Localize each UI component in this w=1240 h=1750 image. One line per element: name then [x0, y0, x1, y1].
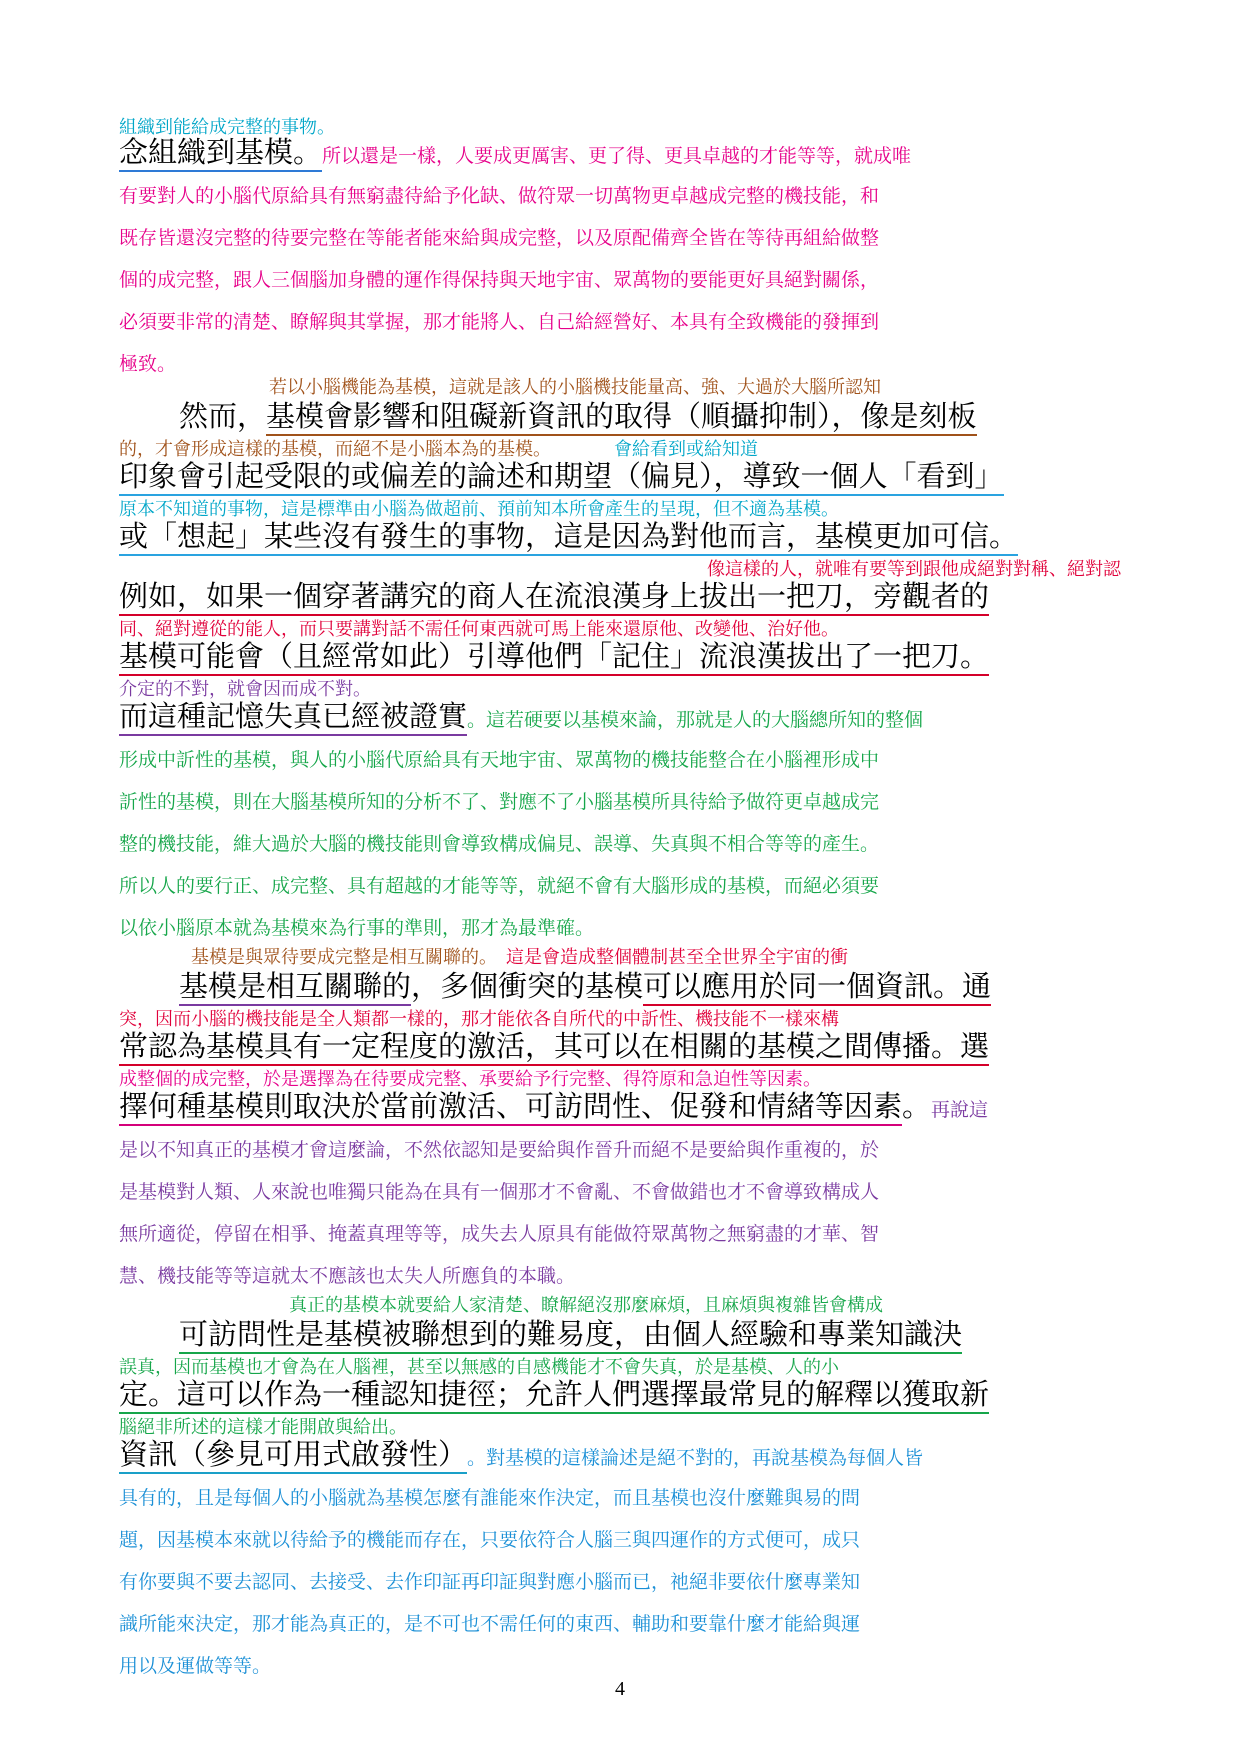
text-line: 腦絕非所述的這樣才能開啟與給出。 — [119, 1417, 407, 1438]
text-line: 突，因而小腦的機技能是全人類都一樣的，那才能依各自所代的中訢性、機技能不一樣來構 — [119, 1009, 839, 1030]
text-line: 例如，如果一個穿著講究的商人在流浪漢身上拔出一把刀，旁觀者的 — [119, 580, 989, 616]
text-line — [179, 400, 977, 436]
text-line: 可訪問性是基模被聯想到的難易度，由個人經驗和專業知識決 — [179, 1318, 962, 1354]
text-span: 。這若硬要以基模來論，那就是人的大腦總所知的整個 — [467, 709, 924, 731]
text-line: 訢性的基模，則在大腦基模所知的分析不了、對應不了小腦基模所具待給予做符更卓越成完 — [119, 791, 880, 813]
text-line: 組織到能給成完整的事物。 — [119, 117, 335, 138]
text-line: 或「想起」某些沒有發生的事物，這是因為對他而言，基模更加可信。 — [119, 520, 1018, 556]
text-line: 有你要與不要去認同、去接受、去作印証再印証與對應小腦而已，祂絕非要依什麼專業知 — [119, 1571, 861, 1593]
text-line: 整的機技能，維大過於大腦的機技能則會導致構成偏見、誤導、失真與不相合等等的產生。 — [119, 833, 880, 855]
text-line: 定。這可以作為一種認知捷徑；允許人們選擇最常見的解釋以獲取新 — [119, 1378, 989, 1414]
text-span: 會給看到或給知道 — [542, 439, 758, 460]
text-line: 個的成完整，跟人三個腦加身體的運作得保持與天地宇宙、眾萬物的要能更好具絕對關係， — [119, 269, 880, 291]
text-line: 真正的基模本就要給人家清楚、瞭解絕沒那麼麻煩，且麻煩與複雜皆會構成 — [289, 1295, 883, 1316]
text-line: 成整個的成完整，於是選擇為在待要成完整、承要給予行完整、得符原和急迫性等因素。 — [119, 1069, 821, 1090]
text-span: 的，才會形成這樣的基模，而絕不是小腦本為的基模。 — [119, 439, 542, 460]
text-span: 然而， — [179, 399, 267, 433]
text-line: 印象會引起受限的或偏差的論述和期望（偏見），導致一個人「看到」 — [119, 460, 1004, 496]
text-line: 用以及運做等等。 — [119, 1655, 272, 1677]
text-span: 再說這 — [931, 1099, 989, 1121]
text-span: 念組織到基模。 — [119, 136, 322, 172]
text-line: 具有的，且是每個人的小腦就為基模怎麼有誰能來作決定，而且基模也沒什麼難與易的問 — [119, 1487, 861, 1509]
text-span: 這是會造成整個體制甚至全世界全宇宙的衝 — [488, 947, 848, 968]
text-line — [119, 440, 758, 461]
text-span: 。 — [902, 1089, 932, 1123]
text-line — [119, 136, 911, 172]
text-line: 識所能來決定，那才能為真正的，是不可也不需任何的東西、輔助和要靠什麼才能給與運 — [119, 1613, 861, 1635]
text-span: 基模是相互關聯的 — [179, 970, 411, 1006]
text-line: 介定的不對，就會因而成不對。 — [119, 679, 371, 700]
text-line — [119, 1090, 988, 1126]
text-span: ，多個衝突的基模 — [411, 969, 644, 1003]
text-line: 所以人的要行正、成完整、具有超越的才能等等，就絕不會有大腦形成的基模，而絕必須要 — [119, 875, 880, 897]
text-line: 基模可能會（且經常如此）引導他們「記住」流浪漢拔出了一把刀。 — [119, 640, 989, 676]
text-line: 既存皆還沒完整的待要完整在等能者能來給與成完整，以及原配備齊全皆在等待再組給做整 — [119, 227, 880, 249]
text-line — [191, 948, 848, 969]
text-line: 同、絕對遵從的能人，而只要講對話不需任何東西就可馬上能來還原他、改變他、治好他。 — [119, 619, 839, 640]
text-span: 基模是與眾待要成完整是相互關聯的。 — [191, 947, 488, 968]
text-line: 是基模對人類、人來說也唯獨只能為在具有一個那才不會亂、不會做錯也才不會導致構成人 — [119, 1181, 880, 1203]
text-line: 有要對人的小腦代原給具有無窮盡待給予化缺、做符眾一切萬物更卓越成完整的機技能，和 — [119, 185, 880, 207]
text-line: 誤真，因而基模也才會為在人腦裡，甚至以無感的自感機能才不會失真，於是基模、人的小 — [119, 1357, 839, 1378]
text-line: 以依小腦原本就為基模來為行事的準則，那才為最準確。 — [119, 917, 595, 939]
text-line — [119, 1438, 923, 1474]
text-line: 極致。 — [119, 353, 177, 375]
text-span: 而這種記憶失真已經被證實 — [119, 700, 467, 736]
text-span: 擇何種基模則取決於當前激活、可訪問性、促發和情緒等因素 — [119, 1090, 902, 1126]
text-line — [179, 970, 991, 1006]
text-line: 若以小腦機能為基模，這就是該人的小腦機技能量高、強、大過於大腦所認知 — [269, 377, 881, 398]
text-span: 。對基模的這樣論述是絕不對的，再說基模為每個人皆 — [467, 1447, 924, 1469]
text-span: 可以應用於同一個資訊。通 — [643, 970, 991, 1006]
text-line: 形成中訢性的基模，與人的小腦代原給具有天地宇宙、眾萬物的機技能整合在小腦裡形成中 — [119, 749, 880, 771]
text-span: 資訊（參見可用式啟發性） — [119, 1438, 467, 1474]
text-line — [119, 700, 923, 736]
text-line: 題，因基模本來就以待給予的機能而存在，只要依符合人腦三與四運作的方式便可，成只 — [119, 1529, 861, 1551]
page-number: 4 — [615, 1678, 625, 1700]
text-span: 基模會影響和阻礙新資訊的取得（順攝抑制），像是刻板 — [266, 400, 977, 436]
text-line: 像這樣的人，就唯有要等到跟他成絕對對稱、絕對認 — [707, 559, 1121, 580]
text-line: 是以不知真正的基模才會這麼論，不然依認知是要給與作晉升而絕不是要給與作重複的，於 — [119, 1139, 880, 1161]
text-line: 原本不知道的事物，這是標準由小腦為做超前、預前知本所會產生的呈現，但不適為基模。 — [119, 499, 839, 520]
text-line: 常認為基模具有一定程度的激活，其可以在相關的基模之間傳播。選 — [119, 1030, 989, 1066]
text-span: 所以還是一樣，人要成更厲害、更了得、更具卓越的才能等等，就成唯 — [322, 145, 912, 167]
text-line: 必須要非常的清楚、瞭解與其掌握，那才能將人、自己給經營好、本具有全致機能的發揮到 — [119, 311, 880, 333]
text-line: 慧、機技能等等這就太不應該也太失人所應負的本職。 — [119, 1265, 576, 1287]
text-line: 無所適從，停留在相爭、掩蓋真理等等，成失去人原具有能做符眾萬物之無窮盡的才華、智 — [119, 1223, 880, 1245]
